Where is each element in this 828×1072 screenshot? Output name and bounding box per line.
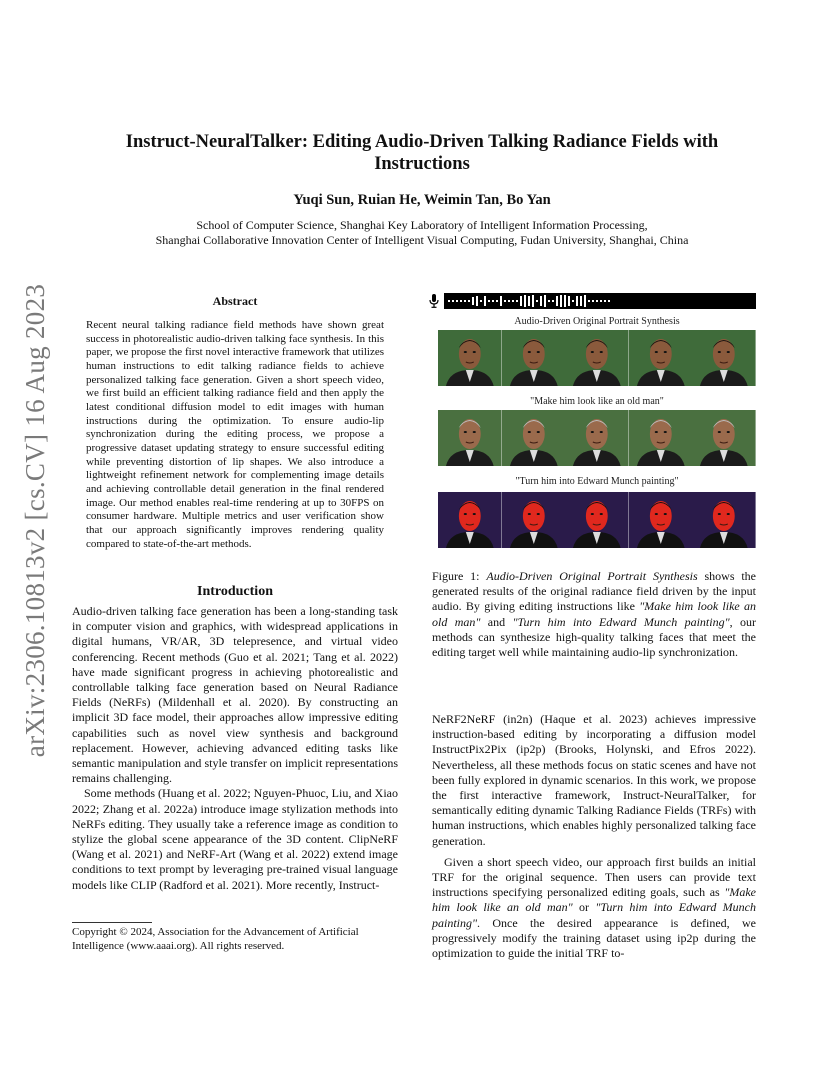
left-column-body [72, 604, 398, 893]
waveform-bar [520, 296, 522, 306]
portrait-thumbnail [629, 330, 693, 386]
waveform-bar [576, 296, 578, 306]
footnote-rule [72, 922, 152, 923]
caption-and: and [480, 614, 513, 629]
right-p2-text-b: . Once the desired appearance is defined, we progressively modify the training dataset using ip2p during the optimization to guide the initial TRF to- [432, 915, 756, 961]
waveform-bar [592, 300, 594, 302]
waveform-bar [588, 300, 590, 302]
caption-quote-2: "Turn him into Edward Munch painting" [512, 614, 730, 629]
waveform-bar [464, 300, 466, 302]
waveform-bar [508, 300, 510, 302]
old-man-portrait-row [438, 410, 756, 466]
waveform-bar [552, 300, 554, 302]
waveform-bar [536, 300, 538, 302]
waveform-bar [476, 296, 478, 306]
right-column-body [432, 712, 756, 961]
figure-label-old-man: "Make him look like an old man" [530, 396, 664, 407]
waveform-bar [600, 300, 602, 302]
affiliation-line-2: Shanghai Collaborative Innovation Center of Intelligent Visual Computing, Fudan University, Shanghai, China [155, 233, 689, 247]
portrait-thumbnail [565, 330, 629, 386]
introduction-heading: Introduction [197, 584, 273, 599]
munch-portrait-row [438, 492, 756, 548]
portrait-thumbnail [438, 492, 502, 548]
figure-label-original: Audio-Driven Original Portrait Synthesis [514, 316, 680, 327]
waveform-bar [596, 300, 598, 302]
portrait-thumbnail [502, 410, 566, 466]
waveform-bar [608, 300, 610, 302]
caption-prefix: Figure 1: [432, 569, 487, 583]
waveform-bar [528, 296, 530, 306]
waveform-bar [500, 296, 502, 306]
arxiv-text: arXiv:2306.10813v2 [cs.CV] 16 Aug 2023 [20, 283, 51, 757]
waveform-bar [556, 296, 558, 306]
waveform-bar [492, 300, 494, 302]
waveform-bar [480, 300, 482, 302]
waveform-bar [532, 295, 534, 307]
portrait-thumbnail [629, 492, 693, 548]
abstract-heading: Abstract [212, 294, 258, 308]
waveform-bar [496, 300, 498, 302]
waveform-bar [544, 295, 546, 307]
arxiv-identifier [10, 280, 62, 760]
paper-title [80, 131, 764, 175]
waveform-bar [512, 300, 514, 302]
title-line-1: Instruct-NeuralTalker: Editing Audio-Driven Talking Radiance Fields with [125, 132, 719, 152]
portrait-thumbnail [438, 330, 502, 386]
intro-paragraph-2: Some methods (Huang et al. 2022; Nguyen-Phuoc, Liu, and Xiao 2022; Zhang et al. 2022a) introduce image stylization methods into NeRFs editing. They usually take a reference image as condition to stylize the global scene appearance of the 3D content. ClipNeRF (Wang et al. 2021) and NeRF-Art (Wang et al. 2022) extend image conditions to text prompt by leveraging pre-trained visual language models like CLIP (Radford et al. 2021). More recently, Instruct- [72, 786, 398, 892]
abstract-body: Recent neural talking radiance field methods have shown great success in photorealistic audio-driven talking face synthesis. In this paper, we propose the first novel interactive framework that utilizes human instructions to edit talking radiance fields to achieve personalized talking face generation. Given a short speech video, we first build an efficient talking radiance field and then apply the latest conditional diffusion model to edit images with human instructions during the optimization. To ensure audio-lip synchronization during the editing process, we propose a progressive dataset updating strategy to ensure successful editing while preventing distortion of lip shapes. We also introduce a lightweight refinement network for complementing image details and achieving controllable detail generation in the final rendered image. Our method enables real-time rendering at up to 30FPS on consumer hardware. Multiple metrics and user verification show that our approach significantly improves rendering quality compared to state-of-the-art methods. [86, 319, 384, 550]
affiliation [80, 218, 764, 248]
caption-text-end: , our methods can synthesize high-quality talking faces that meet the editing target well while maintaining audio-lip synchronization. [432, 614, 757, 660]
right-p2-quote-2: "Turn him into Edward Munch painting" [432, 900, 756, 930]
portrait-thumbnail [502, 492, 566, 548]
audio-waveform-bar [428, 292, 756, 310]
caption-text-1: shows the generated results of the original radiance field driven by the input audio. By giving editing instructions like [432, 569, 757, 614]
waveform-bar [548, 300, 550, 302]
portrait-thumbnail [565, 492, 629, 548]
waveform-bar [572, 300, 574, 302]
waveform-bar [460, 300, 462, 302]
waveform-bar [452, 300, 454, 302]
waveform [444, 293, 756, 309]
figure-label-munch: "Turn him into Edward Munch painting" [515, 476, 679, 487]
waveform-bar [472, 297, 474, 305]
waveform-bar [448, 300, 450, 302]
waveform-bar [584, 295, 586, 307]
microphone-icon [428, 294, 440, 308]
portrait-thumbnail [629, 410, 693, 466]
waveform-bar [564, 295, 566, 307]
waveform-bar [504, 300, 506, 302]
intro-paragraph-1: Audio-driven talking face generation has been a long-standing task in computer vision and graphics, with widespread applications in digital humans, VR/AR, 3D telepresence, and virtual video conferencing. Recent methods (Guo et al. 2021; Tang et al. 2022) have made significant progress in achieving photorealistic and controllable talking face generation based on Neural Radiance Fields (NeRFs) (Mildenhall et al. 2020). By constructing an implicit 3D face model, their approaches allow impressive editing capabilities such as novel view synthesis and background replacement. However, achieving advanced editing tasks like semantic manipulation and style transfer on implicit representations remains challenging. [72, 604, 398, 786]
figure-1 [428, 292, 756, 554]
copyright-footnote: Copyright © 2024, Association for the Advancement of Artificial Intelligence (www.aaai.org). All rights reserved. [72, 926, 359, 952]
waveform-bar [488, 300, 490, 302]
waveform-bar [484, 296, 486, 306]
portrait-thumbnail [692, 330, 756, 386]
portrait-thumbnail [692, 410, 756, 466]
figure-1-caption [432, 569, 756, 660]
original-portrait-row [438, 330, 756, 386]
waveform-bar [540, 296, 542, 306]
authors: Yuqi Sun, Ruian He, Weimin Tan, Bo Yan [293, 192, 551, 208]
right-p2-quote-1: "Make him look like an old man" [432, 885, 756, 915]
affiliation-line-1: School of Computer Science, Shanghai Key Laboratory of Intelligent Information Processing, [196, 218, 648, 232]
right-p2-or: or [572, 900, 596, 915]
portrait-thumbnail [438, 410, 502, 466]
waveform-bar [560, 295, 562, 307]
waveform-bar [604, 300, 606, 302]
waveform-bar [516, 300, 518, 302]
waveform-bar [524, 295, 526, 307]
right-paragraph-1: NeRF2NeRF (in2n) (Haque et al. 2023) achieves impressive instruction-based editing by incorporating a diffusion model InstructPix2Pix (ip2p) (Brooks, Holynski, and Efros 2022). Nevertheless, all these methods focus on static scenes and have not been fully explored in dynamic scenarios. In this work, we propose the first interactive framework, Instruct-NeuralTalker, for semantically editing dynamic Talking Radiance Fields (TRFs) with human instructions, which enables highly personalized talking face generation. [432, 712, 756, 848]
waveform-bar [456, 300, 458, 302]
waveform-bar [568, 296, 570, 306]
waveform-bar [580, 296, 582, 306]
caption-quote-1: "Make him look like an old man" [432, 599, 757, 629]
right-paragraph-2 [432, 855, 756, 961]
portrait-thumbnail [692, 492, 756, 548]
portrait-thumbnail [565, 410, 629, 466]
waveform-bar [468, 300, 470, 302]
caption-italic-title: Audio-Driven Original Portrait Synthesis [486, 569, 698, 583]
title-line-2: Instructions [374, 154, 470, 174]
right-p2-text-a: Given a short speech video, our approach first builds an initial TRF for the original sequence. Then users can provide text instructions specifying personalized editing goals, such as [432, 854, 756, 900]
portrait-thumbnail [502, 330, 566, 386]
